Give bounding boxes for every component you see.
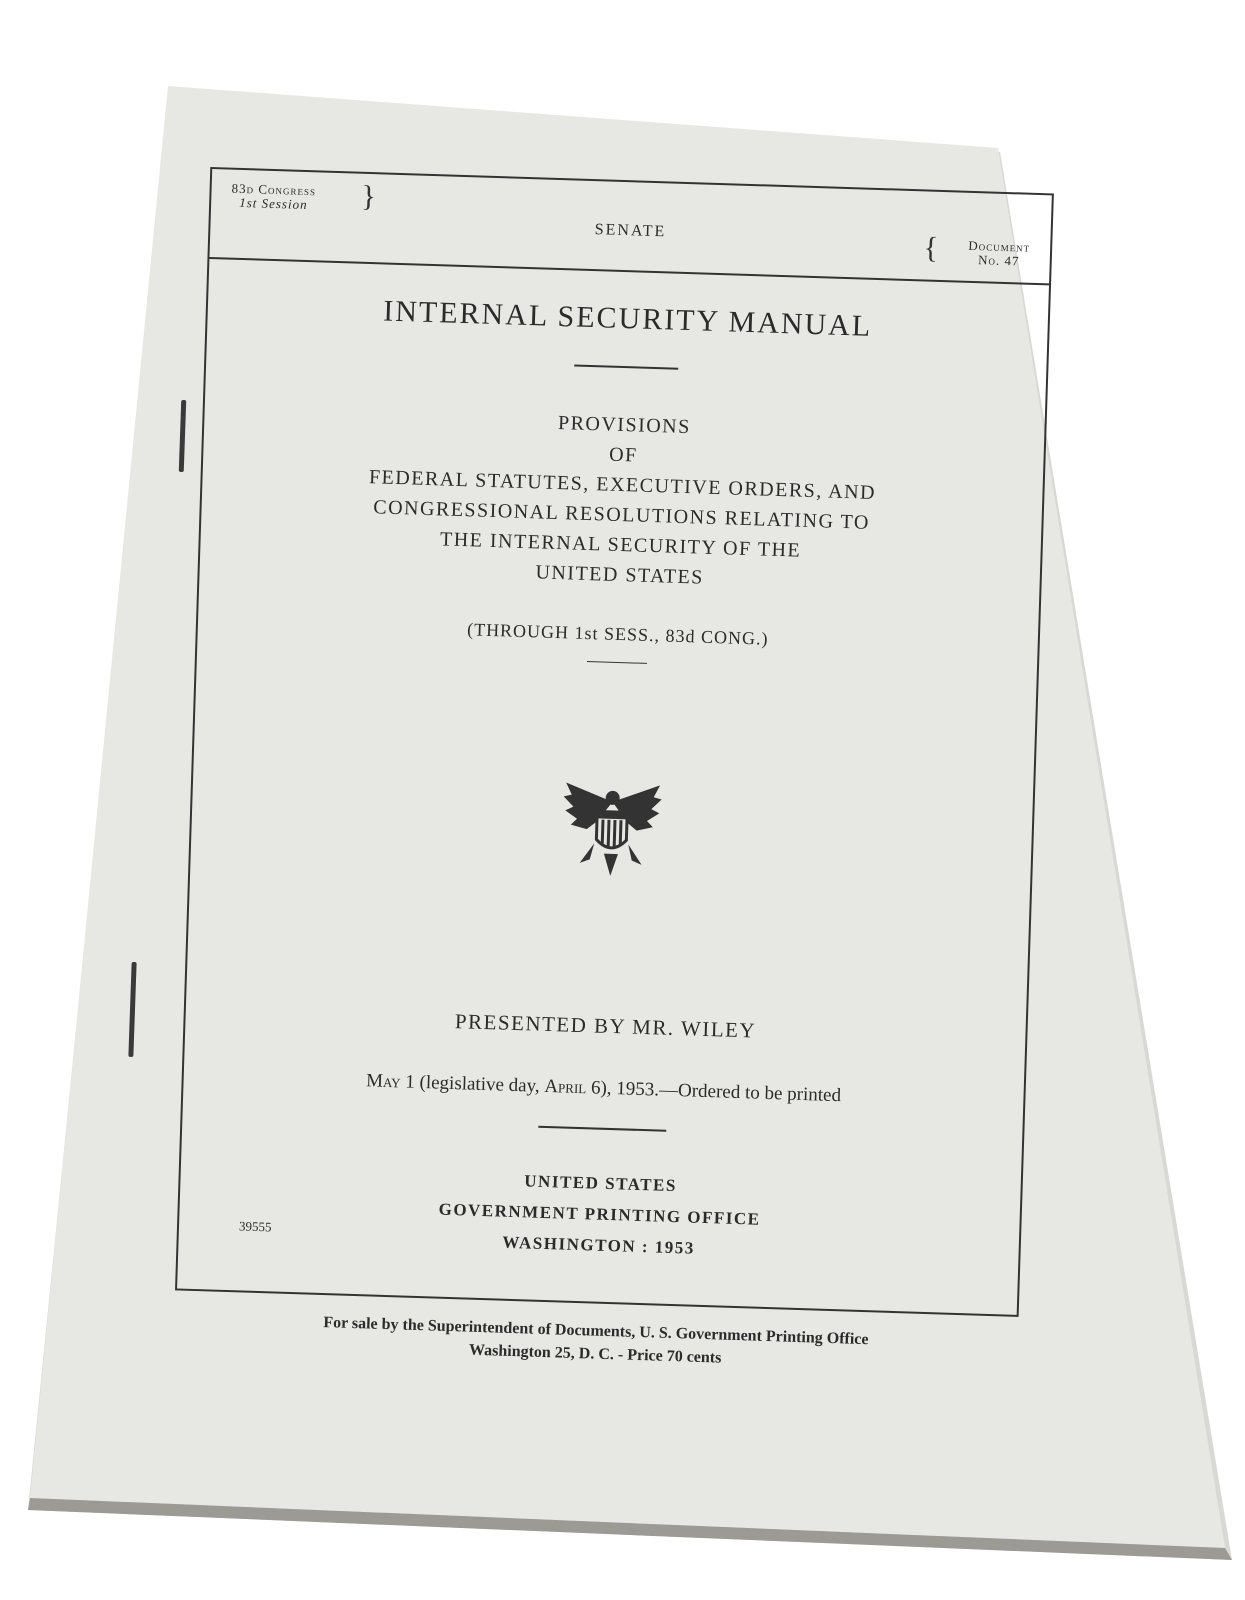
provisions-line: UNITED STATES [535,561,705,589]
eagle-seal-icon [555,780,668,879]
right-brace: { [923,231,939,265]
job-number: 39555 [238,1218,272,1235]
congress-session [231,182,316,213]
through-rule [587,661,647,664]
presented-by: PRESENTED BY MR. WILEY [454,1009,757,1043]
page-border [175,167,1054,1317]
imprint-line: GOVERNMENT PRINTING OFFICE [438,1199,761,1229]
document-label: Document [968,237,1031,255]
left-brace: } [360,179,377,214]
legislative-day-prefix: (legislative day, [419,1071,540,1097]
sale-line: For sale by the Superintendent of Documents, U. S. Government Printing Office [323,1314,869,1349]
title-page [70,164,1160,1476]
document-title: INTERNAL SECURITY MANUAL [382,294,873,343]
legislative-day: April 6 [544,1075,601,1099]
provisions-line: THE INTERNAL SECURITY OF THE [439,528,802,562]
session-label: 1st Session [238,194,308,213]
document-number [968,239,1031,269]
sale-notice [173,1306,1018,1378]
congress-label: 83d Congress [231,180,317,199]
provisions-line: CONGRESSIONAL RESOLUTIONS RELATING TO [372,496,871,534]
imprint-line: WASHINGTON : 1953 [502,1232,696,1258]
ordered-line [183,1065,1023,1113]
sale-line: Washington 25, D. C. - Price 70 cents [468,1341,722,1367]
provisions-line: FEDERAL STATUTES, EXECUTIVE ORDERS, AND [368,466,877,505]
provisions-line: OF [608,443,639,467]
title-rule [574,364,678,369]
imprint-rule [538,1126,666,1132]
imprint-line: UNITED STATES [524,1171,678,1196]
document-no: No. 47 [977,252,1020,269]
provisions-line: PROVISIONS [557,412,692,439]
printer-imprint [178,1155,1021,1274]
provisions-block [199,397,1044,603]
through-session: (THROUGH 1st SESS., 83d CONG.) [466,619,769,649]
chamber-label: SENATE [594,221,667,241]
ordered-suffix: ), 1953.—Ordered to be printed [600,1077,842,1107]
ordered-date: May 1 [365,1070,416,1093]
